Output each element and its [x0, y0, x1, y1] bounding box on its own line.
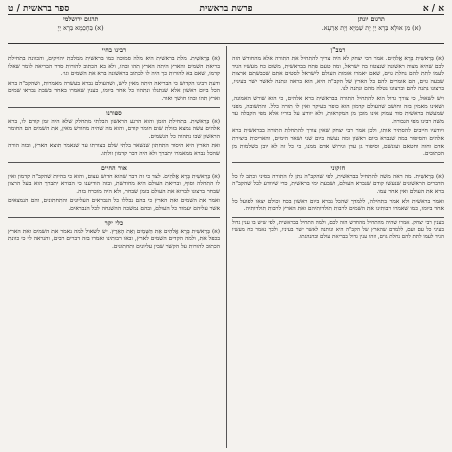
targum-middle	[153, 16, 298, 17]
right-commentary-column	[226, 46, 444, 448]
section-divider	[232, 162, 444, 163]
ohr-hachaim-paragraph: (א) בְּרֵאשִׁית בָּרָא אֱלֹהִים. לצד כי זה דבר שהוא חדוש עצום, והוא כי בהיות שהקב"ה קדמון ואין לו התחלה וסוף, ובריאת העולם היא מחודשת, ובזה הודיענו כי הבורא יתברך הוא בעל הרצון שבחר ברצונו לברוא את העולם בזמן שבחר, ולא היה מוכרח בזה.	[8, 173, 220, 195]
ohr-hachaim-paragraph: ואמר את השמים ואת הארץ כי בהם נכללו כל הנבראים העליונים והתחתונים, והם הנמצאים אשר עליהם יעמוד כל העולם, ובהם נמשכה ההשגחה לכל הנבראים.	[8, 198, 220, 212]
rabbeinu-bachya-title: רבינו בחיי	[101, 47, 127, 54]
chizkuni-title: חזקוני	[330, 164, 346, 172]
ramban-paragraph: ויודעיו חייבים להסתיר אותו, ולכן אמר רבי יצחק שאין צורך להתחלת התורה בבראשית ברא אלהים והסיפור במה שנברא ביום ראשון ומה נעשה ביום שני ושאר הימים, והאריכות ביצירת אדם וחוה וחטאם ועונשם, וסיפור גן עדן וגירוש אדם ממנו, כי כל זה לא יובן בשלמות מן הכתובים.	[232, 128, 444, 158]
chapter-verse-label: א / א	[422, 3, 444, 14]
section-divider	[8, 107, 220, 108]
ramban-paragraph: ויש לשאול, כי צורך גדול הוא להתחיל התורה בבראשית ברא אלהים, כי הוא שורש האמונה, ושאינו מאמין בזה וחושב שהעולם קדמון הוא כופר בעיקר ואין לו תורה כלל. והתשובה, מפני שמעשה בראשית סוד עמוק אינו מובן מן המקראות, ולא יוודע על בוריו אלא מפי הקבלה עד משה רבינו מפי הגבורה.	[232, 95, 444, 125]
commentary-columns	[8, 46, 444, 448]
book-page-label: ספר בראשית / ט	[8, 3, 70, 14]
ohr-hachaim-title: אור החיים	[100, 164, 128, 172]
chizkuni-paragraph: ואמר בראשית ולא אמר בתחילה, ללמדך שהכל נברא ביום ראשון בכח וכולם יצאו לפועל כל אחד ביומו, כמו שאמרו רבותינו את השמים לרבות תולדותיהם ואת הארץ לרבות תולדותיה.	[232, 198, 444, 213]
targum-yerushalmi-label: תרגום ירושלמי	[63, 16, 99, 23]
sforno-title: ספורנו	[106, 109, 122, 117]
targum-yerushalmi	[8, 16, 153, 32]
targum-divider	[8, 43, 444, 44]
rabbeinu-bachya-paragraph: ודעת רבינו הקדוש כי הבריאה היתה מאין ליש, ושהעולם נברא בעשרה מאמרות, ושהקב"ה ברא הכל ביום ראשון אלא שנתגלו ונתהוו כל אחד ביומו, כענין שאמרו באחד בשבת נבראו שמים וארץ תהו ובהו חושך ואור.	[8, 80, 220, 102]
section-divider	[8, 217, 220, 218]
ramban-title: רמב"ן	[330, 47, 346, 54]
chizkuni-paragraph: (א) בְּרֵאשִׁית. מה ראה משה להתחיל בבראשית, לפי שהקב"ה נתן לו התורה בסיני וכתב לו כל הדברים הראשונים שנעשו קודם שנברא העולם, ושבעת ימי בראשית, כדי שיוודע לכל שהקב"ה ברא את העולם ואין אחר עמו.	[232, 173, 444, 195]
section-divider	[232, 217, 444, 218]
parsha-title: פרשת בראשית	[199, 3, 253, 14]
sforno-paragraph: ואת הארץ היא היסוד התחתון שנשאר בלתי שלם בצורתו עד שנאמר תוצא הארץ, ובזה הורה שהכל נברא ממאמרו יתברך ולא היה דבר קדמון זולתו.	[8, 143, 220, 157]
targum-bar	[8, 16, 444, 44]
kli-yakar-paragraph: (א) בְּרֵאשִׁית בָּרָא אֱלֹהִים אֵת הַשָּׁמַיִם וְאֵת הָאָרֶץ. יש לשאול למה נאמר את השמים ואת הארץ בכפל את, ולמה הקדים השמים לארץ, ובאו רבותינו ואמרו בזה דברים רבים, והנראה לי כי כוונת הכתוב להורות על הקשר שבין עליונים ותחתונים.	[8, 228, 220, 250]
kli-yakar-title: כלי יקר	[104, 219, 124, 227]
ramban-paragraph: (א) בְּרֵאשִׁית בָּרָא אֱלֹהִים. אמר רבי יצחק לא היה צריך להתחיל את התורה אלא מהחודש הזה לכם שהיא מצוה ראשונה שנצטוו בה ישראל, ומה טעם פתח בבראשית, משום כח מעשיו הגיד לעמו לתת להם נחלת גוים, שאם יאמרו אומות העולם לישראל לסטים אתם שכבשתם ארצות שבעה גוים, הם אומרים להם כל הארץ של הקב"ה היא, הוא בראה ונתנה לאשר ישר בעיניו, ברצונו נתנה להם וברצונו נטלה מהם ונתנה לנו.	[232, 56, 444, 93]
targum-yonatan	[299, 16, 444, 32]
sforno-paragraph: (א) בְּרֵאשִׁית. בתחילת הזמן והוא הרגע הראשון הבלתי מתחלק שלא היה זמן קודם לו, ברא אלהים עשה נמצא בזולת שום חומר קודם, והוא מה שהיה מחודש מאין, את השמים הם החומר הראשון שבו נתהוה כל הגשמים.	[8, 118, 220, 140]
rabbeinu-bachya-paragraph: (א) בְּרֵאשִׁית. מלת בראשית היא מלה סמוכה כמו בראשית ממלכת יהויקים, והכוונה בתחילת בריאת השמים והארץ היתה הארץ תהו ובהו, ולא בא הכתוב להורות סדר הבריאה לומר שאלו קדמו, שאם בא להורות כך היה לו לכתוב בראשונה ברא את השמים וגו׳.	[8, 56, 220, 78]
targum-yonatan-text: (א) מִן אוּלָא בְּרָא יְיָ יָת שְׁמַיָּא וְיָת אַרְעָא.	[321, 24, 421, 32]
left-commentary-column	[8, 46, 220, 448]
footer-note: בענין רבי יצחק. אמרו שהיה מהתחיל מהחדש הזה לכם, ולמה התחיל בבראשית, לפי שיש בו ענין גדול בעיני כל עם ועם, ללמדם שהארץ של הקב"ה היא ונותנה לאשר ישר בעיניו, ולכך נאמר כח מעשיו הגיד לעמו לתת להם נחלת גוים, וזהו ענין גדול בבריאת עולם ובהנהגתו.	[232, 219, 444, 240]
section-divider	[8, 162, 220, 163]
targum-yonatan-label: תרגום יונתן	[357, 16, 385, 23]
targum-yerushalmi-text: (א) בְּחָכְמָא בְּרָא יְיָ	[57, 24, 104, 32]
page-header	[8, 2, 444, 15]
